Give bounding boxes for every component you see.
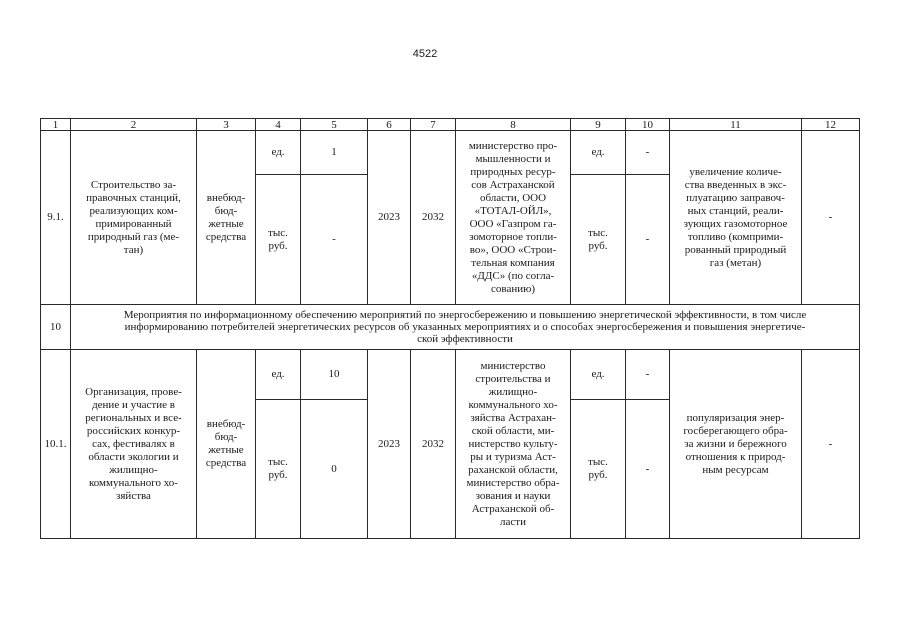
row-9-1-funding-source: внебюд- бюд- жетные средства (196, 130, 256, 305)
row-9-1-expected-result: увеличение количе- ства введенных в экс- плуатацию заправоч- ных станций, реали- зующих газомоторное топливо (комприми- рованный природный газ (метан) (669, 130, 802, 305)
header-col-4: 4 (255, 118, 301, 131)
header-col-10: 10 (625, 118, 670, 131)
row-9-1-number: 9.1. (40, 130, 71, 305)
row-9-1-value-col10b: - (625, 174, 670, 305)
row-10-1-unit-money: тыс. руб. (255, 399, 301, 539)
header-col-12: 12 (801, 118, 860, 131)
header-col-6: 6 (367, 118, 411, 131)
row-9-1-value-count: 1 (300, 130, 368, 175)
header-col-2: 2 (70, 118, 197, 131)
row-10-section-title: Мероприятия по информационному обеспечению мероприятий по энергосбережению и повышению энергетической эффективности, в том числе информированию потребителей энергетических ресурсов об указанных мероприятиях и о способах энергосбережения и повышения энергетиче- ской эффективности (70, 304, 860, 350)
row-10-1-number: 10.1. (40, 349, 71, 539)
row-10-1-value-count: 10 (300, 349, 368, 400)
page-number: 4522 (412, 48, 438, 60)
row-9-1-unit-money: тыс. руб. (255, 174, 301, 305)
row-10-1-executors: министерство строительства и жилищно- коммунального хо- зяйства Астрахан- ской области, ми- нистерство культу- ры и туризма Аст- раханской области, министерство обра- зования и науки Астраханской об- ласти (455, 349, 571, 539)
header-col-8: 8 (455, 118, 571, 131)
row-10-1-unit-count-col9: ед. (570, 349, 626, 400)
row-9-1-unit-count: ед. (255, 130, 301, 175)
row-10-1-start-year: 2023 (367, 349, 411, 539)
row-9-1-value-money: - (300, 174, 368, 305)
header-col-9: 9 (570, 118, 626, 131)
row-9-1-name: Строительство за- правочных станций, реализующих ком- примированный природный газ (ме- тан) (70, 130, 197, 305)
row-10-1-end-year: 2032 (410, 349, 456, 539)
header-col-7: 7 (410, 118, 456, 131)
row-9-1-executors: министерство про- мышленности и природных ресур- сов Астраханской области, ООО «ТОТАЛ-ОЙЛ», ООО «Газпром га- зомоторное топли- во», ООО «Строи- тельная компания «ДДС» (по согла- сованию) (455, 130, 571, 305)
row-10-1-unit-money-col9: тыс. руб. (570, 399, 626, 539)
row-10-1-unit-count: ед. (255, 349, 301, 400)
row-9-1-value-col10a: - (625, 130, 670, 175)
row-10-1-value-col10b: - (625, 399, 670, 539)
row-10-1-value-money: 0 (300, 399, 368, 539)
row-10-1-funding-source: внебюд- бюд- жетные средства (196, 349, 256, 539)
header-col-3: 3 (196, 118, 256, 131)
header-col-11: 11 (669, 118, 802, 131)
row-10-1-name: Организация, прове- дение и участие в региональных и все- российских конкур- сах, фестивалях в области экологии и жилищно- коммунального хо- зяйства (70, 349, 197, 539)
header-col-1: 1 (40, 118, 71, 131)
row-10-1-expected-result: популяризация энер- госберегающего обра- за жизни и бережного отношения к природ- ным ресурсам (669, 349, 802, 539)
header-col-5: 5 (300, 118, 368, 131)
row-9-1-end-year: 2032 (410, 130, 456, 305)
row-10-number: 10 (40, 304, 71, 350)
row-9-1-unit-count-col9: ед. (570, 130, 626, 175)
row-9-1-start-year: 2023 (367, 130, 411, 305)
row-10-1-value-col10a: - (625, 349, 670, 400)
row-9-1-unit-money-col9: тыс. руб. (570, 174, 626, 305)
row-9-1-col12: - (801, 130, 860, 305)
row-10-1-col12: - (801, 349, 860, 539)
